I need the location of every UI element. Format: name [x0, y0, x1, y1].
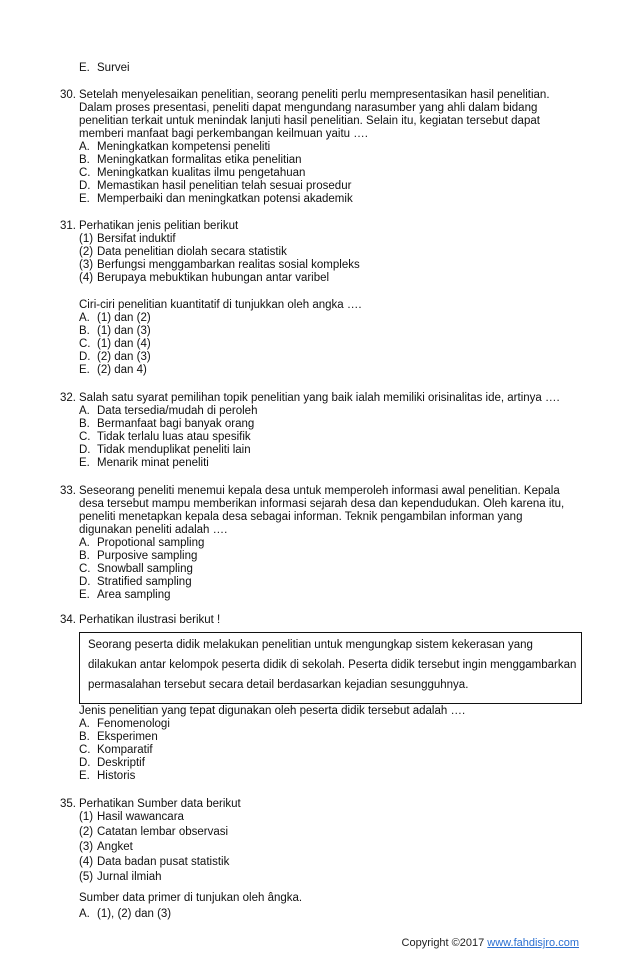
item-text: Catatan lembar observasi: [97, 826, 229, 838]
item-number: (3): [79, 259, 94, 271]
option-letter: B.: [79, 550, 90, 562]
question-30: [0, 89, 639, 206]
option-letter: E.: [79, 364, 90, 376]
option-text: (1), (2) dan (3): [97, 908, 172, 920]
item-text: Hasil wawancara: [97, 811, 184, 823]
option-text: (1) dan (4): [97, 338, 151, 350]
option-letter: E.: [79, 62, 90, 74]
question-number: 34.: [60, 614, 76, 626]
option-text: Historis: [97, 770, 136, 782]
option-letter: A.: [79, 141, 90, 153]
illustration-line: Seorang peserta didik melakukan penelitian untuk mengungkap sistem kekerasan yang: [88, 639, 533, 651]
option-text: Meningkatkan kualitas ilmu pengetahuan: [97, 167, 306, 179]
option-text: Bermanfaat bagi banyak orang: [97, 418, 255, 430]
option-text: Memastikan hasil penelitian telah sesuai prosedur: [97, 180, 352, 192]
question-31-prompt: [0, 299, 639, 377]
item-text: Jurnal ilmiah: [97, 871, 162, 883]
option-text: Area sampling: [97, 589, 171, 601]
question-number: 30.: [60, 89, 76, 101]
option-text: Propotional sampling: [97, 537, 205, 549]
question-line: penelitian terkait untuk menindak lanjuti hasil penelitian. Selain itu, kegiatan tersebut dapat: [79, 115, 540, 127]
item-number: (4): [79, 856, 94, 868]
item-text: Angket: [97, 841, 133, 853]
question-34: [0, 614, 639, 627]
question-number: 31.: [60, 220, 76, 232]
option-letter: C.: [79, 431, 91, 443]
illustration-line: dilakukan antar kelompok peserta didik di sekolah. Peserta didik tersebut ingin menggambarkan: [88, 659, 577, 671]
question-line: desa tersebut mampu memberikan informasi sejarah desa dan kependudukan. Oleh karena itu,: [79, 498, 565, 510]
option-letter: A.: [79, 312, 90, 324]
option-text: (1) dan (2): [97, 312, 151, 324]
question-line: memberi manfaat bagi perkembangan keilmuan yaitu ….: [79, 128, 368, 140]
item-number: (4): [79, 272, 94, 284]
option-text: Purposive sampling: [97, 550, 198, 562]
option-letter: E.: [79, 193, 90, 205]
question-intro: Perhatikan ilustrasi berikut !: [79, 614, 221, 626]
option-letter: D.: [79, 444, 91, 456]
footer-copyright: [402, 937, 579, 949]
option-letter: A.: [79, 718, 90, 730]
option-text: (2) dan (3): [97, 351, 151, 363]
option-text: (2) dan 4): [97, 364, 147, 376]
option-letter: B.: [79, 418, 90, 430]
option-letter: D.: [79, 576, 91, 588]
question-number: 33.: [60, 485, 76, 497]
question-intro: Perhatikan jenis pelitian berikut: [79, 220, 239, 232]
question-35-prompt: [0, 892, 639, 921]
item-number: (5): [79, 871, 94, 883]
question-line: Salah satu syarat pemilihan topik penelitian yang baik ialah memiliki orisinalitas ide, artinya ….: [79, 392, 560, 404]
option-letter: D.: [79, 351, 91, 363]
question-32: [0, 392, 639, 470]
item-text: Bersifat induktif: [97, 233, 176, 245]
website-link[interactable]: www.fahdisjro.com: [487, 937, 579, 949]
option-text: Tidak menduplikat peneliti lain: [97, 444, 251, 456]
option-letter: A.: [79, 537, 90, 549]
option-text: Memperbaiki dan meningkatkan potensi akademik: [97, 193, 353, 205]
option-letter: A.: [79, 908, 90, 920]
option-text: Fenomenologi: [97, 718, 170, 730]
option-letter: B.: [79, 731, 90, 743]
question-35: [0, 798, 639, 884]
question-prompt: Jenis penelitian yang tepat digunakan oleh peserta didik tersebut adalah ….: [79, 705, 466, 717]
option-text: Deskriptif: [97, 757, 145, 769]
item-number: (1): [79, 811, 94, 823]
option-text: Meningkatkan kompetensi peneliti: [97, 141, 271, 153]
question-intro: Perhatikan Sumber data berikut: [79, 798, 241, 810]
question-33: [0, 485, 639, 602]
option-letter: D.: [79, 757, 91, 769]
q29-tail: [0, 62, 639, 75]
item-text: Berfungsi menggambarkan realitas sosial kompleks: [97, 259, 360, 271]
option-letter: E.: [79, 770, 90, 782]
item-number: (3): [79, 841, 94, 853]
option-text: Survei: [97, 62, 130, 74]
question-line: peneliti menetapkan kepala desa sebagai informan. Teknik pengambilan informan yang: [79, 511, 523, 523]
copyright-text: Copyright ©2017: [401, 937, 488, 949]
item-text: Berupaya mebuktikan hubungan antar varibel: [97, 272, 330, 284]
question-line: digunakan peneliti adalah ….: [79, 524, 228, 536]
option-text: (1) dan (3): [97, 325, 151, 337]
option-text: Data tersedia/mudah di peroleh: [97, 405, 258, 417]
item-number: (2): [79, 246, 94, 258]
option-letter: C.: [79, 167, 91, 179]
option-text: Eksperimen: [97, 731, 158, 743]
option-letter: E.: [79, 589, 90, 601]
option-letter: B.: [79, 325, 90, 337]
question-34-prompt: [0, 705, 639, 783]
option-text: Tidak terlalu luas atau spesifik: [97, 431, 251, 443]
question-line: Setelah menyelesaikan penelitian, seorang peneliti perlu mempresentasikan hasil penelitian.: [79, 89, 550, 101]
question-31: [0, 220, 639, 285]
illustration-box: [79, 632, 582, 704]
option-text: Stratified sampling: [97, 576, 192, 588]
option-letter: B.: [79, 154, 90, 166]
option-letter: C.: [79, 338, 91, 350]
question-prompt: Sumber data primer di tunjukan oleh ângka.: [79, 892, 303, 904]
item-text: Data penelitian diolah secara statistik: [97, 246, 287, 258]
question-number: 35.: [60, 798, 76, 810]
item-number: (2): [79, 826, 94, 838]
option-text: Komparatif: [97, 744, 153, 756]
question-number: 32.: [60, 392, 76, 404]
item-number: (1): [79, 233, 94, 245]
item-text: Data badan pusat statistik: [97, 856, 230, 868]
option-text: Menarik minat peneliti: [97, 457, 209, 469]
option-letter: A.: [79, 405, 90, 417]
option-text: Meningkatkan formalitas etika penelitian: [97, 154, 302, 166]
option-letter: C.: [79, 744, 91, 756]
option-letter: C.: [79, 563, 91, 575]
illustration-line: permasalahan tersebut secara detail berdasarkan kejadian sesungguhnya.: [88, 679, 469, 691]
option-text: Snowball sampling: [97, 563, 193, 575]
question-prompt: Ciri-ciri penelitian kuantitatif di tunjukkan oleh angka ….: [79, 299, 362, 311]
option-letter: E.: [79, 457, 90, 469]
option-letter: D.: [79, 180, 91, 192]
question-line: Dalam proses presentasi, peneliti dapat mengundang narasumber yang ahli dalam bidang: [79, 102, 538, 114]
question-line: Seseorang peneliti menemui kepala desa untuk memperoleh informasi awal penelitian. Kepala: [79, 485, 560, 497]
